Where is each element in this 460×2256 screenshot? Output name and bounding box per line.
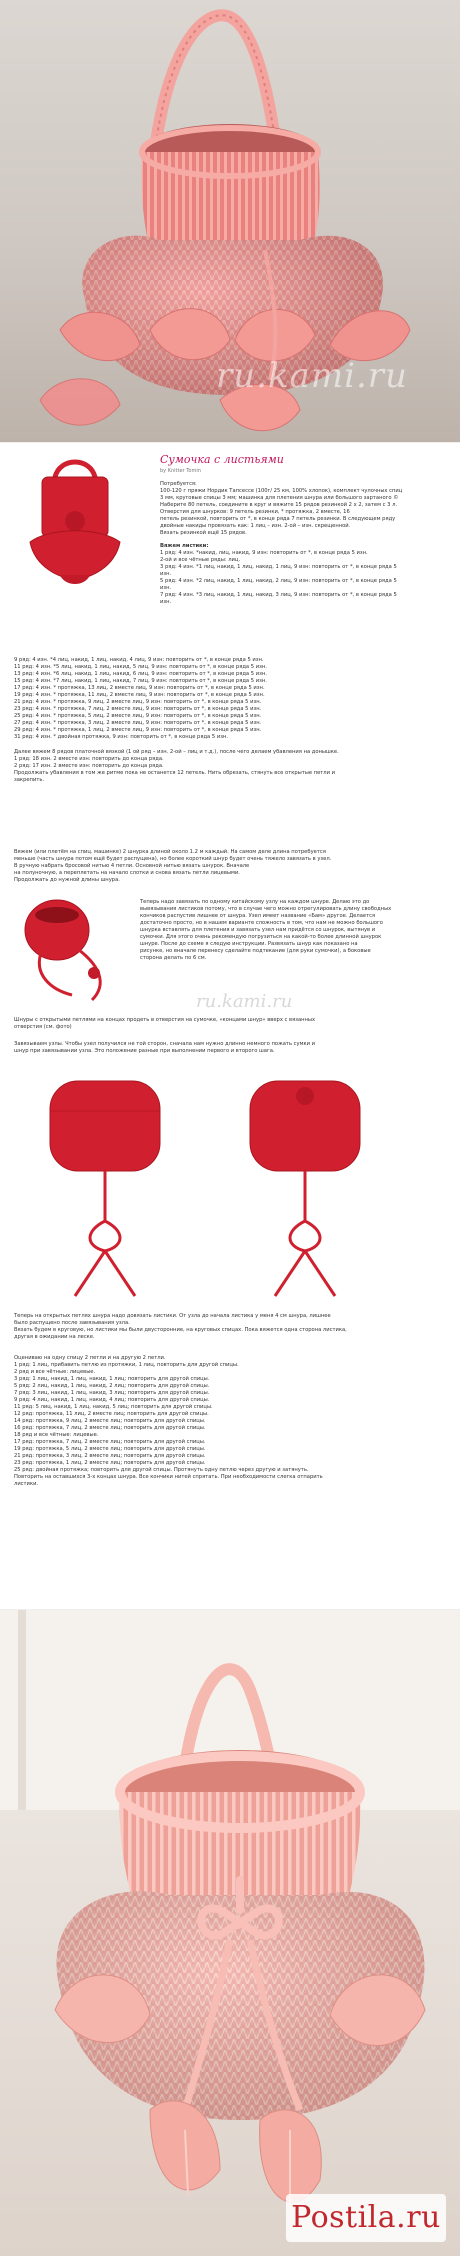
row-line: 27 ряд: 4 изн. * протяжка, 3 лиц, 2 вместе лиц, 9 изн: повторить от *, в конце ряда 5 изн. (14, 720, 262, 726)
rows-block (14, 657, 450, 784)
knot-line: сторона делать по 6 см. (140, 955, 207, 961)
intro-line: Наберите 80 петель, соедините в круг и вяжите 15 рядов резинкой 2 х 2, затем с 3 л. (160, 502, 398, 508)
knot-line: кончиков распустив лишнее от шнура. Узел имеет название «Бам» другое. Делается (140, 913, 376, 919)
decrease-line: Продолжать убавления в том же ритме пока не останется 12 петель. Нить обрезать, стянуть все открытые петли и (14, 770, 336, 776)
small-leaf-row: 3 ряд: 1 лиц, накид, 1 лиц, накид, 1 лиц; повторить для другой спицы. (14, 1376, 210, 1382)
leaves-header: Вяжем листики: (160, 543, 209, 549)
intro-line: Вязать резинкой ещё 15 рядов. (160, 530, 247, 536)
photo-red-bag-thumbnail (20, 457, 130, 597)
small-leaf-row: 11 ряд: 5 лиц, накид, 1 лиц, накид, 5 лиц; повторить для другой спицы. (14, 1404, 213, 1410)
cord-line: В ручную набрать бросовой нитью 4 петли. Основной нитью вязать шнурок. Вначале (14, 863, 250, 869)
knot-block (140, 899, 450, 962)
intro-line: Отверстия для шнурков: 9 петель резинки, * протяжка, 2 вместе, 16 (160, 509, 350, 515)
small-leaf-row: 1 ряд: 1 лиц, прибавить петлю из протяжки, 1 лиц, повторить для другой спицы. (14, 1362, 239, 1368)
decrease-line: 2 ряд: 17 изн. 2 вместе изн: повторить до конца ряда. (14, 763, 164, 769)
row-line: 3 ряд: 4 изн. *1 лиц, накид, 1 лиц, накид, 1 лиц, 9 изн: повторить от *, в конце ряда 5 (160, 564, 397, 570)
row-line: 13 ряд: 4 изн. *6 лиц, накид, 1 лиц, накид, 6 лиц, 9 изн: повторить от *, в конце ряда 5 изн. (14, 671, 267, 677)
leaf-end-line: Вязать будем в круговую, но листики мы были двусторонние, на круговых спицах. Пока вяжется одна сторона листика, (14, 1327, 347, 1333)
cord-line: меньше (часть шнура потом ещё будет распущена), но более короткий шнур будет очень тяжело завязать в узел. (14, 856, 332, 862)
small-leaf-row: Повторить на оставшихся 3-х концах шнура. Все кончики нитей спрятать. При необходимости слегка отпарить (14, 1474, 323, 1480)
postila-logo: Postila.ru (286, 2194, 446, 2242)
photo-red-bags-knotted (30, 1071, 430, 1301)
photo-red-bag-cords (12, 895, 132, 1005)
small-leaf-row: 25 ряд: двойная протяжка; повторить для другой спицы. Протянуть одну петлю через другую и затянуть. (14, 1467, 309, 1473)
small-leaf-header: Оцениваю на одну спицу 2 петли и на другую 2 петли. (14, 1355, 166, 1361)
watermark-top: ru.kami.ru (216, 356, 408, 396)
small-leaf-row: 23 ряд: протяжка, 1 лиц, 2 вместе лиц; повторить для другой спицы. (14, 1460, 206, 1466)
row-line: изн. (160, 599, 172, 605)
small-leaf-row: 14 ряд: протяжка, 9 лиц, 2 вместе лиц; повторить для другой спицы. (14, 1418, 206, 1424)
row-line: 1 ряд: 4 изн. *накид, лиц, накид, 9 изн: повторить от *, в конце ряда 5 изн. (160, 550, 368, 556)
intro-line: Потребуется: (160, 481, 197, 487)
row-line: 31 ряд: 4 изн. * двойная протяжка, 9 изн: повторить от *, в конце ряда 5 изн. (14, 734, 229, 740)
small-leaf-row: 18 ряд и все чётные: лицевые. (14, 1432, 99, 1438)
row-line: 11 ряд: 4 изн. *5 лиц, накид, 1 лиц, накид, 5 лиц, 9 изн: повторить от *, в конце ряда 5 изн. (14, 664, 267, 670)
photo-knitted-bag-top (0, 0, 460, 442)
row-line: 23 ряд: 4 изн. * протяжка, 7 лиц, 2 вместе лиц, 9 изн: повторить от *, в конце ряда 5 изн. (14, 706, 262, 712)
leaf-end-line: было распущено после завязывания узла. (14, 1320, 130, 1326)
photo-knitted-bag-bottom (0, 1610, 460, 2256)
bag-illustration-bottom (0, 1610, 460, 2256)
knot-line: вывязывания листиков потому, что в случае чего можно отрегулировать длину свободных (140, 906, 392, 912)
leaf-end-block (14, 1313, 450, 1341)
cord-line: Вяжем (или плетём на спиц. машинке) 2 шнурка длиной около 1.2 м каждый. На самом деле длина потребуется (14, 849, 326, 855)
pattern-title: Сумочка с листьями (160, 453, 284, 466)
cord-line: Продолжать до нужной длины шнура. (14, 877, 120, 883)
small-leaf-row: листики. (14, 1481, 39, 1487)
cord-line: на полуночную, а переплетать на начало слотки и снова вязать петли лицевыми. (14, 870, 240, 876)
row-line: 5 ряд: 4 изн. *2 лиц, накид, 1 лиц, накид, 2 лиц, 9 изн: повторить от *, в конце ряда 5 (160, 578, 397, 584)
knot-line: шнурка вставлять для плетения и завязать узел нам придётся со шнурок, вытянув и (140, 927, 376, 933)
small-leaf-row: 9 ряд: 4 лиц, накид, 1 лиц, накид, 4 лиц; повторить для другой спицы. (14, 1397, 210, 1403)
decrease-line: Далее вяжем 8 рядов платочной вязкой (1 ой ряд – изн. 2-ой – лиц и т.д.), после чего делаем убавления на донышке. (14, 749, 339, 755)
intro-block (160, 481, 450, 606)
small-leaf-row: 19 ряд: протяжка, 5 лиц, 2 вместе лиц; повторить для другой спицы. (14, 1446, 206, 1452)
row-line: 29 ряд: 4 изн. * протяжка, 1 лиц, 2 вместе лиц, 9 изн: повторить от *, в конце ряда 5 изн. (14, 727, 262, 733)
small-leaf-row: 5 ряд: 2 лиц, накид, 1 лиц, накид, 2 лиц; повторить для другой спицы. (14, 1383, 210, 1389)
cord-note-line: Шнуры с открытыми петлями на концах продеть в отверстия на сумочке, «концами шнур» вверх с вязанных (14, 1017, 316, 1023)
knot-line: достаточно просто, но в нашем варианте сложность в том, что нам не можно большого (140, 920, 383, 926)
pattern-author: by Knitter Tomin (160, 468, 201, 474)
row-line: 19 ряд: 4 изн. * протяжка, 11 лиц, 2 вместе лиц, 9 изн: повторить от *, в конце ряда 5 изн. (14, 692, 265, 698)
knitting-pattern-document (0, 442, 460, 1610)
watermark-mid: ru.kami.ru (196, 991, 293, 1012)
small-leaf-block (14, 1355, 450, 1488)
knot-line: сумочки. Для этого очень рекомендую погрузиться на какой-то более длинной шнурок (140, 934, 382, 940)
intro-line: петель резинкой, повторить от *, в конце ряда 7 петель резинки. В следующем ряду (160, 516, 396, 522)
small-leaf-row: 12 ряд: протяжка, 11 лиц, 2 вместе лиц; повторить для другой спицы. (14, 1411, 209, 1417)
tie-line: шнур при завязывании узла. Это положение разные при выполнении первого и второго шага. (14, 1048, 275, 1054)
row-line: 21 ряд: 4 изн. * протяжка, 9 лиц, 2 вместе лиц, 9 изн: повторить от *, в конце ряда 5 изн. (14, 699, 262, 705)
decrease-line: 1 ряд: 18 изн. 2 вместе изн: повторить до конца ряда. (14, 756, 164, 762)
tie-line: Завязываем узлы. Чтобы узел получился не той сторон, сначала нам нужно длинно немного пожать сумки и (14, 1041, 316, 1047)
small-leaf-row: 2 ряд и все чётные: лицевые. (14, 1369, 96, 1375)
knot-line: Теперь надо завязать по одному китайскому узлу на каждом шнуре. Делаю это до (140, 899, 370, 905)
small-leaf-row: 7 ряд: 3 лиц, накид, 1 лиц, накид, 3 лиц; повторить для другой спицы. (14, 1390, 210, 1396)
knot-line: рисунке, но вначале перенесу сделайте подтекание (для руки сумочки), а боковые (140, 948, 371, 954)
intro-line: двойные накиды провязать как: 1 лиц – изн. 2-ой – изн. скрещенной. (160, 523, 351, 529)
row-line: изн. (160, 571, 172, 577)
row-line: 15 ряд: 4 изн. *7 лиц, накид, 1 лиц, накид, 7 лиц, 9 изн: повторить от *, в конце ряда 5 изн. (14, 678, 267, 684)
intro-line: 100-120 г пряжи Нордик Тапсессе (100г/ 25 км, 100% хлопок), комплект чулочных спиц (160, 488, 403, 494)
knot-line: шнуре. После до схеме я следую инструкции. Развязать шнур как показано на (140, 941, 358, 947)
decrease-line: закрепить. (14, 777, 45, 783)
cord-note-block (14, 1017, 450, 1031)
row-line: 2-ой и все чётные ряды: лиц. (160, 557, 241, 563)
tie-block (14, 1041, 450, 1055)
small-leaf-row: 21 ряд: протяжка, 3 лиц, 2 вместе лиц; повторить для другой спицы. (14, 1453, 206, 1459)
cord-note-line: отверстия (см. фото) (14, 1024, 72, 1030)
small-leaf-row: 17 ряд: протяжка, 7 лиц, 2 вместе лиц; повторить для другой спицы. (14, 1439, 206, 1445)
cord-block (14, 849, 450, 884)
row-line: 7 ряд: 4 изн. *3 лиц, накид, 1 лиц, накид, 3 лиц, 9 изн: повторить от *, в конце ряда 5 (160, 592, 397, 598)
row-line: изн. (160, 585, 172, 591)
leaf-end-line: Теперь на открытых петлях шнура надо довязать листики. От узла до начала листика у меня 4 см шнура, лишнее (14, 1313, 331, 1319)
row-line: 17 ряд: 4 изн. * протяжка, 13 лиц, 2 вместе лиц, 9 изн: повторить от *, в конце ряда 5 изн. (14, 685, 265, 691)
row-line: 9 ряд: 4 изн. *4 лиц, накид, 1 лиц, накид, 4 лиц, 9 изн: повторить от *, в конце ряда 5 изн. (14, 657, 264, 663)
row-line: 25 ряд: 4 изн. * протяжка, 5 лиц, 2 вместе лиц, 9 изн: повторить от *, в конце ряда 5 изн. (14, 713, 262, 719)
small-leaf-row: 16 ряд: протяжка, 7 лиц, 2 вместе лиц; повторить для другой спицы. (14, 1425, 206, 1431)
intro-line: 3 мм, круговые спицы 3 мм; машинка для плетения шнура или большого зартаного © (160, 495, 399, 501)
leaf-end-line: другая в ожидании на леске. (14, 1334, 95, 1340)
